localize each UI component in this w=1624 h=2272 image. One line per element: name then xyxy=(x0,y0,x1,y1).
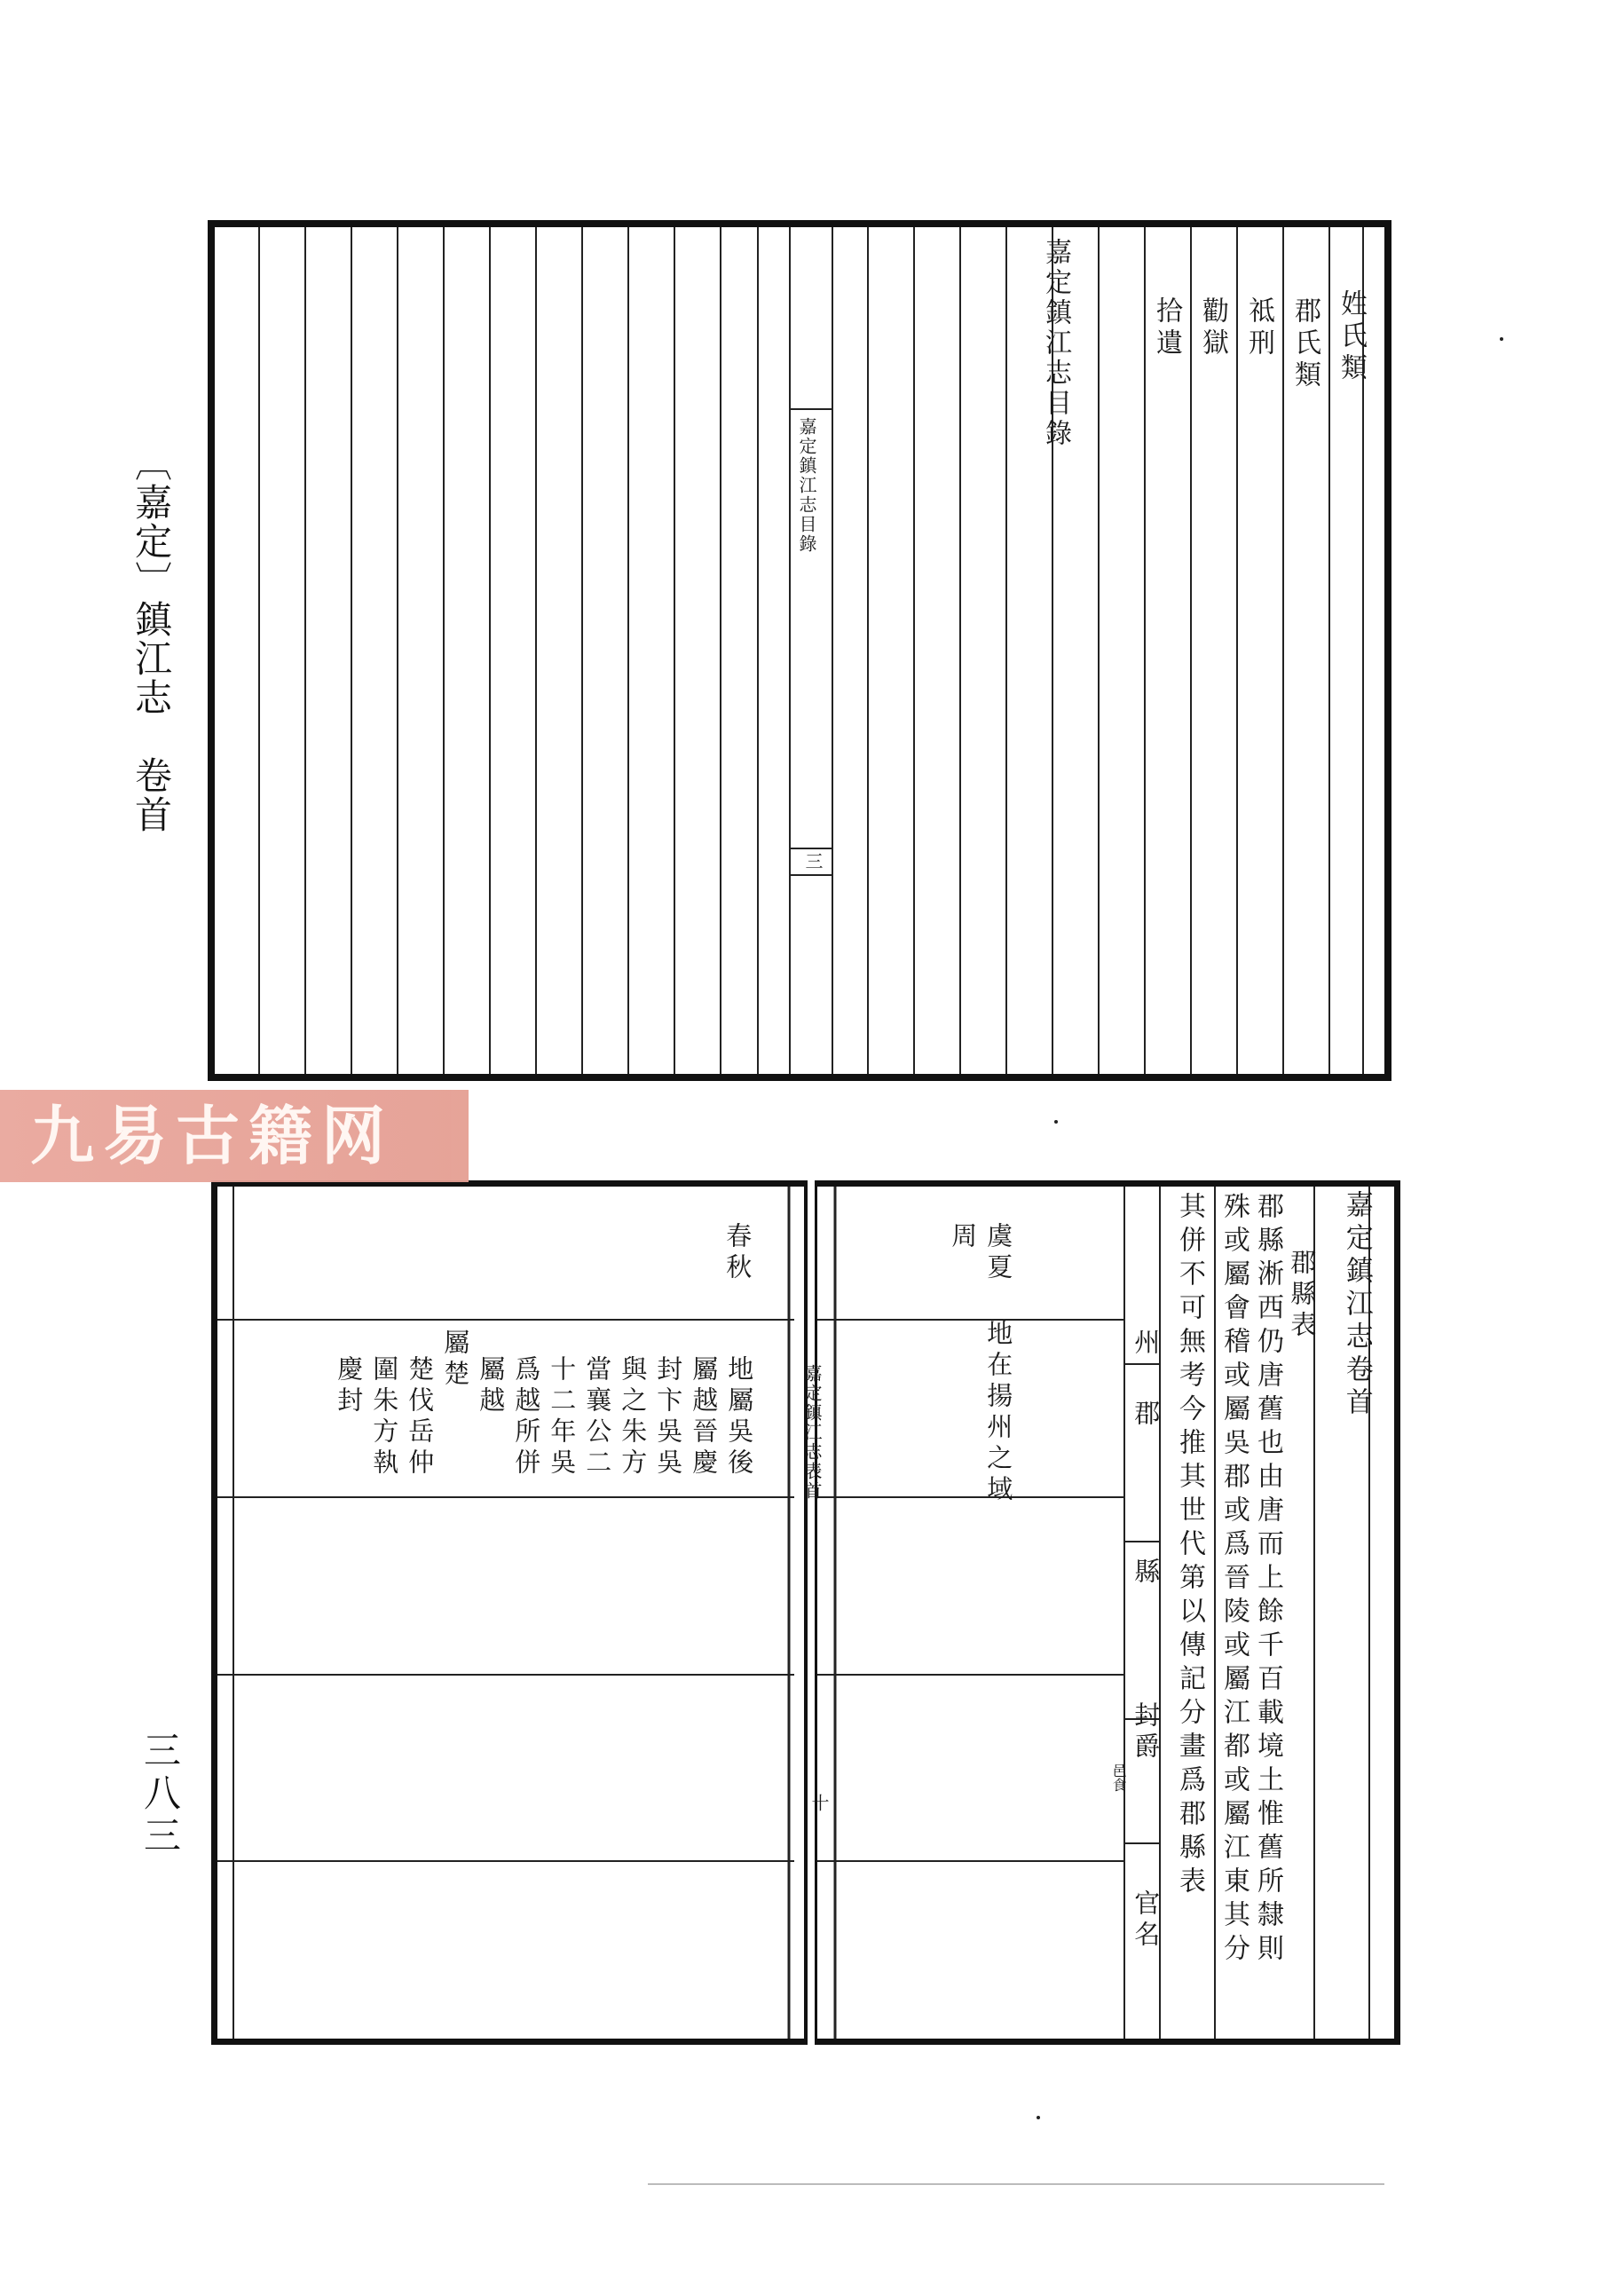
spine-label: 嘉定鎮江志目錄 xyxy=(796,417,817,554)
history-line-8: 屬越 xyxy=(476,1355,507,1417)
scan-edge-line xyxy=(648,2183,1384,2185)
preface-line-2: 殊或屬會稽或屬吳郡或爲晉陵或屬江都或屬江東其分 xyxy=(1218,1192,1250,1968)
column-header-office: 官名 xyxy=(1131,1889,1162,1952)
toc-title: 嘉定鎮江志目錄 xyxy=(1040,238,1071,449)
sub-heading-chu: 屬楚 xyxy=(440,1329,471,1391)
toc-item-surnames: 姓氏類 xyxy=(1336,289,1367,385)
history-line-1: 地屬吳後 xyxy=(724,1355,755,1479)
table-heading: 嘉定鎮江志卷首 xyxy=(1340,1190,1373,1420)
toc-item-addenda: 拾遺 xyxy=(1151,296,1182,360)
region-note: 地在揚州之域 xyxy=(983,1320,1014,1506)
history-line-7: 爲越所併 xyxy=(511,1355,542,1479)
table-subheading: 郡縣表 xyxy=(1287,1249,1318,1342)
history-line-2: 屬越晉慶 xyxy=(689,1355,720,1479)
column-header-county: 縣 xyxy=(1131,1558,1162,1589)
column-header-fief-note: 邑食 xyxy=(1110,1763,1127,1792)
chu-line-2: 圍朱方執 xyxy=(369,1355,400,1479)
county-table-page-right xyxy=(801,1180,1400,2045)
scan-speck xyxy=(1054,1120,1058,1124)
column-header-prefecture: 州 xyxy=(1131,1329,1162,1360)
page-number: 三八三 xyxy=(138,1731,182,1858)
chu-line-3: 慶封 xyxy=(334,1355,365,1417)
toc-item-prisons: 勸獄 xyxy=(1197,296,1228,360)
toc-item-punishment: 祗刑 xyxy=(1243,296,1274,360)
site-watermark: 九易古籍网 xyxy=(0,1090,469,1182)
era-yuxia: 虞夏 xyxy=(983,1222,1014,1284)
column-header-commandery: 郡 xyxy=(1131,1400,1162,1431)
preface-line-1: 郡縣淅西仍唐舊也由唐而上餘千百載境土惟舊所隸則 xyxy=(1252,1192,1283,1968)
folio-number-table: 十 xyxy=(808,1794,830,1813)
county-table-page-left xyxy=(211,1180,808,2045)
era-zhou: 周 xyxy=(948,1222,979,1253)
history-line-5: 當襄公二 xyxy=(582,1355,613,1479)
book-title: 〔嘉定〕鎮江志 卷首 xyxy=(130,444,173,834)
preface-line-3: 其併不可無考今推其世代第以傳記分畫爲郡縣表 xyxy=(1174,1192,1205,1900)
toc-page-frame xyxy=(208,220,1391,1081)
scan-speck xyxy=(1500,337,1503,341)
era-chunqiu: 春秋 xyxy=(722,1222,753,1284)
toc-item-clans: 郡氏類 xyxy=(1289,296,1320,392)
table-rules-left xyxy=(217,1187,803,2039)
history-line-4: 與之朱方 xyxy=(618,1355,649,1479)
history-line-6: 十二年吳 xyxy=(547,1355,578,1479)
spine-label-table: 嘉定鎮江志表首 xyxy=(801,1364,823,1501)
folio-number: 三 xyxy=(802,852,824,872)
chu-line-1: 楚伐岳仲 xyxy=(405,1355,436,1479)
column-header-fief: 封爵 xyxy=(1131,1701,1162,1763)
scan-speck xyxy=(1037,2116,1040,2119)
history-line-3: 封卞吳吳 xyxy=(653,1355,684,1479)
